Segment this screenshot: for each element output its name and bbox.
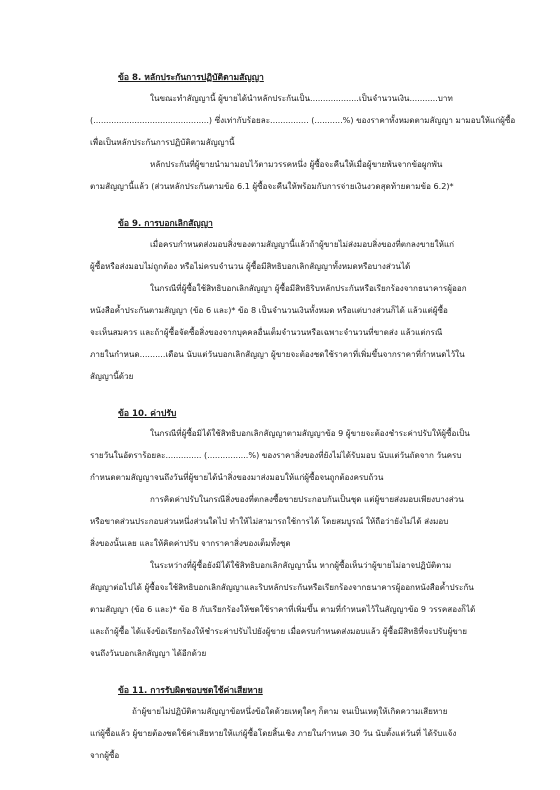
section-8-line: เพื่อเป็นหลักประกันการปฏิบัติตามสัญญานี้: [90, 137, 235, 147]
section-10-title: ข้อ 10. ค่าปรับ: [118, 409, 177, 419]
section-9-line: ผู้ซื้อหรือส่งมอบไม่ถูกต้อง หรือไม่ครบจำนวน ผู้ซื้อมีสิทธิบอกเลิกสัญญาทั้งหมดหรือบางส่วนได้: [90, 261, 411, 271]
section-8-line: หลักประกันที่ผู้ขายนำมามอบไว้ตามวรรคหนึ่ง ผู้ซื้อจะคืนให้เมื่อผู้ขายพ้นจากข้อผูกพัน: [150, 159, 443, 169]
section-9-line: ภายในกำหนด..........เดือน นับแต่วันบอกเลิกสัญญา ผู้ขายจะต้องชดใช้ราคาที่เพิ่มขึ้นจากราคาที่กำหนดไว้ใน: [90, 349, 465, 359]
section-8-line: ตามสัญญานี้แล้ว (ส่วนหลักประกันตามข้อ 6.1 ผู้ซื้อจะคืนให้พร้อมกับการจ่ายเงินงวดสุดท้ายตามข้อ 6.2)*: [90, 181, 454, 191]
section-10-line: ในกรณีที่ผู้ซื้อมิได้ใช้สิทธิบอกเลิกสัญญาตามสัญญาข้อ 9 ผู้ขายจะต้องชำระค่าปรับให้ผู้ซื้อเป็น: [150, 428, 470, 438]
section-11-line: แก่ผู้ซื้อแล้ว ผู้ขายต้องชดใช้ค่าเสียหายให้แก่ผู้ซื้อโดยสิ้นเชิง ภายในกำหนด 30 วัน นับตั้งแต่วันที่ ได้รับแจ้ง: [90, 728, 457, 738]
section-11-line: จากผู้ซื้อ: [90, 750, 120, 760]
section-9-line: จะเห็นสมควร และถ้าผู้ซื้อจัดซื้อสิ่งของจากบุคคลอื่นเต็มจำนวนหรือเฉพาะจำนวนที่ขาดส่ง แล้วแต่กรณี: [90, 327, 443, 337]
section-10-line: สัญญาต่อไปได้ ผู้ซื้อจะใช้สิทธิบอกเลิกสัญญาและริบหลักประกันหรือเรียกร้องจากธนาคารผู้ออกหนังสือค้ำประกัน: [90, 582, 474, 592]
section-11-line: ถ้าผู้ขายไม่ปฏิบัติตามสัญญาข้อหนึ่งข้อใดด้วยเหตุใดๆ ก็ตาม จนเป็นเหตุให้เกิดความเสียหาย: [132, 706, 448, 716]
section-10-line: รายวันในอัตราร้อยละ.............. (................%) ของราคาสิ่งของที่ยังไม่ได้รับมอบ นับแต่วันถัดจาก วันครบ: [90, 450, 462, 460]
section-11-title: ข้อ 11. การรับผิดชอบชดใช้ค่าเสียหาย: [118, 686, 263, 696]
section-9-line: หนังสือค้ำประกันตามสัญญา (ข้อ 6 และ)* ข้อ 8 เป็นจำนวนเงินทั้งหมด หรือแต่บางส่วนก็ได้ แล้วแต่ผู้ซื้อ: [90, 305, 448, 315]
section-10-line: การคิดค่าปรับในกรณีสิ่งของที่ตกลงซื้อขายประกอบกันเป็นชุด แต่ผู้ขายส่งมอบเพียงบางส่วน: [150, 494, 464, 504]
section-10-line: ในระหว่างที่ผู้ซื้อยังมิได้ใช้สิทธิบอกเลิกสัญญานั้น หากผู้ซื้อเห็นว่าผู้ขายไม่อาจปฏิบัติตาม: [150, 560, 452, 570]
section-9-title: ข้อ 9. การบอกเลิกสัญญา: [118, 219, 213, 229]
section-10-line: สิ่งของนั้นเลย และให้คิดค่าปรับ จากราคาสิ่งของเต็มทั้งชุด: [90, 538, 291, 548]
section-10-line: หรือขาดส่วนประกอบส่วนหนึ่งส่วนใดไป ทำให้ไม่สามารถใช้การได้ โดยสมบูรณ์ ให้ถือว่ายังไม่ได้ ส่งมอบ: [90, 516, 449, 526]
section-8-line: (.............................................) ซึ่งเท่ากับร้อยละ............... (...........%) ของราคาทั้งหมดตามสัญญา มามอบให้แก่ผู้ซื้อ: [90, 115, 516, 125]
section-10-line: และถ้าผู้ซื้อ ได้แจ้งข้อเรียกร้องให้ชำระค่าปรับไปยังผู้ขาย เมื่อครบกำหนดส่งมอบแล้ว ผู้ซื้อมีสิทธิที่จะปรับผู้ขาย: [90, 626, 468, 636]
section-10-line: กำหนดตามสัญญาจนถึงวันที่ผู้ขายได้นำสิ่งของมาส่งมอบให้แก่ผู้ซื้อจนถูกต้องครบถ้วน: [90, 472, 384, 482]
section-9-line: เมื่อครบกำหนดส่งมอบสิ่งของตามสัญญานี้แล้วถ้าผู้ขายไม่ส่งมอบสิ่งของที่ตกลงขายให้แก่: [150, 239, 455, 249]
section-9-line: สัญญานี้ด้วย: [90, 371, 134, 381]
section-10-line: ตามสัญญา (ข้อ 6 และ)* ข้อ 8 กับเรียกร้องให้ชดใช้ราคาที่เพิ่มขึ้น ตามที่กำหนดไว้ในสัญญาข้อ 9 วรรคสองก็ได้: [90, 604, 476, 614]
section-10-line: จนถึงวันบอกเลิกสัญญา ได้อีกด้วย: [90, 648, 207, 658]
section-9-line: ในกรณีที่ผู้ซื้อใช้สิทธิบอกเลิกสัญญา ผู้ซื้อมีสิทธิริบหลักประกันหรือเรียกร้องจากธนาคารผู้ออก: [150, 283, 467, 293]
section-8-title: ข้อ 8. หลักประกันการปฏิบัติตามสัญญา: [118, 73, 264, 83]
section-8-line: ในขณะทำสัญญานี้ ผู้ขายได้นำหลักประกันเป็น...................เป็นจำนวนเงิน...........บาท: [150, 93, 453, 103]
